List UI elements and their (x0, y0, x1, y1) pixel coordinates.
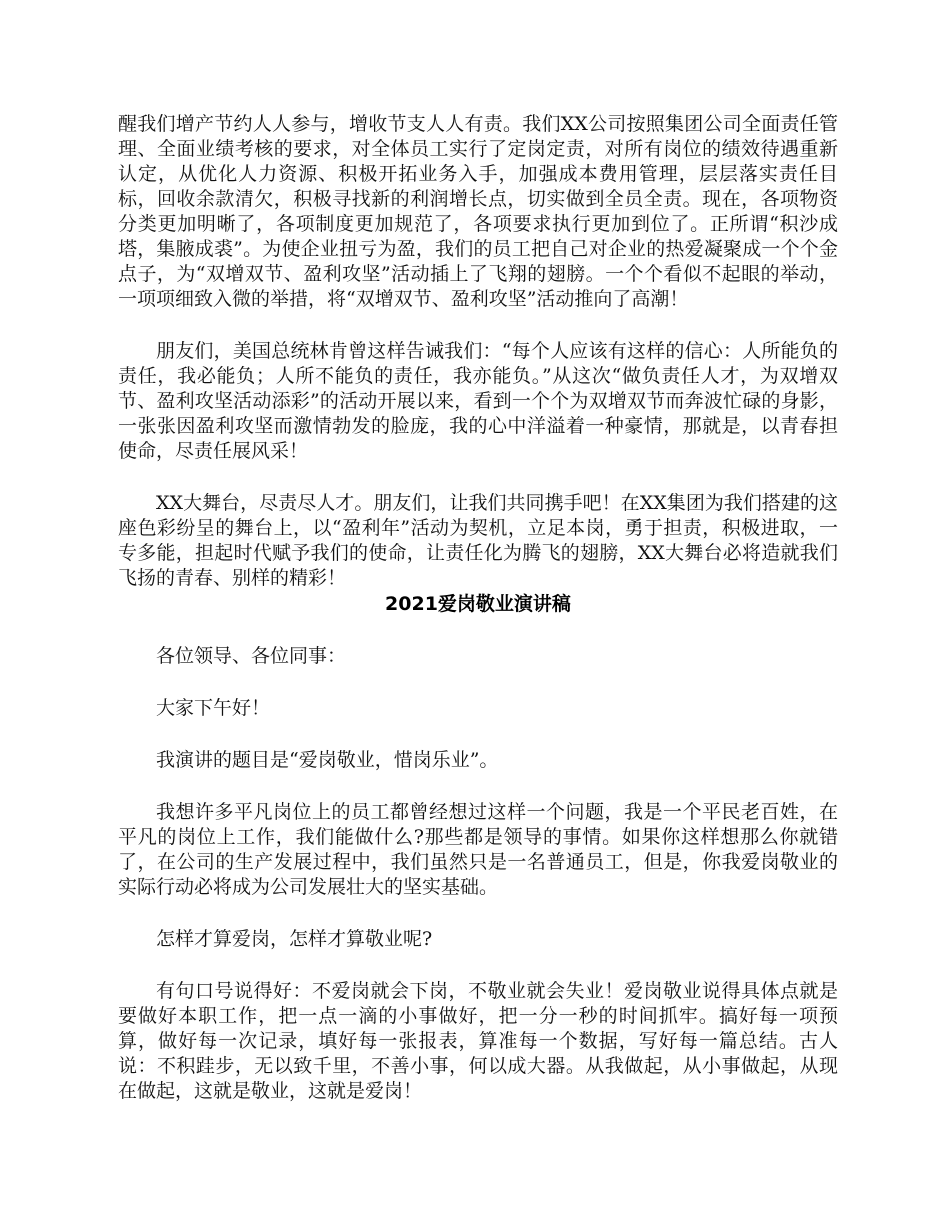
paragraph-greeting-afternoon: 大家下午好！ (156, 697, 271, 719)
paragraph-greeting-leaders: 各位领导、各位同事： (156, 645, 347, 667)
paragraph-lincoln-quote: 朋友们，美国总统林肯曾这样告诫我们：“每个人应该有这样的信心：人所能负的责任，我必能负；人所不能负的责任，我亦能负。”从这次“做负责任人才，为双增双节、盈利攻坚活动添彩”的活动开展以来，看到一个个为双增双节而奔波忙碌的身影，一张张因盈利攻坚而激情勃发的脸庞，我的心中洋溢着一种豪情，那就是，以青春担使命，尽责任展风采！ (118, 340, 838, 462)
paragraph-slogan: 有句口号说得好：不爱岗就会下岗，不敬业就会失业！爱岗敬业说得具体点就是要做好本职工作，把一点一滴的小事做好，把一分一秒的时间抓牢。搞好每一项预算，做好每一次记录，填好每一张报表，算准每一个数据，写好每一篇总结。古人说：不积跬步，无以致千里，不善小事，何以成大器。从我做起，从小事做起，从现在做起，这就是敬业，这就是爱岗！ (118, 980, 838, 1102)
paragraph-question: 怎样才算爱岗，怎样才算敬业呢? (156, 928, 433, 950)
paragraph-ordinary-posts: 我想许多平凡岗位上的员工都曾经想过这样一个问题，我是一个平民老百姓，在平凡的岗位上工作，我们能做什么?那些都是领导的事情。如果你这样想那么你就错了，在公司的生产发展过程中，我们虽然只是一名普通员工，但是，你我爱岗敬业的实际行动必将成为公司发展壮大的坚实基础。 (118, 801, 838, 898)
paragraph-continuation: 醒我们增产节约人人参与，增收节支人人有责。我们XX公司按照集团公司全面责任管理、全面业绩考核的要求，对全体员工实行了定岗定责，对所有岗位的绩效待遇重新认定，从优化人力资源、积极开拓业务入手，加强成本费用管理，层层落实责任目标，回收余款清欠，积极寻找新的利润增长点，切实做到全员全责。现在，各项物资分类更加明晰了，各项制度更加规范了，各项要求执行更加到位了。正所谓“积沙成塔，集腋成裘”。为使企业扭亏为盈，我们的员工把自己对企业的热爱凝聚成一个个金点子，为“双增双节、盈利攻坚”活动插上了飞翔的翅膀。一个个看似不起眼的举动，一项项细致入微的举措，将“双增双节、盈利攻坚”活动推向了高潮！ (118, 113, 838, 310)
document-page (118, 112, 838, 1104)
speech-title: 2021爱岗敬业演讲稿 (385, 593, 571, 615)
paragraph-stage: XX大舞台，尽责尽人才。朋友们，让我们共同携手吧！在XX集团为我们搭建的这座色彩纷呈的舞台上，以“盈利年”活动为契机，立足本岗，勇于担责，积极进取，一专多能，担起时代赋予我们的使命，让责任化为腾飞的翅膀，XX大舞台必将造就我们飞扬的青春、别样的精彩！ (118, 492, 838, 589)
paragraph-topic: 我演讲的题目是“爱岗敬业，惜岗乐业”。 (156, 749, 499, 771)
